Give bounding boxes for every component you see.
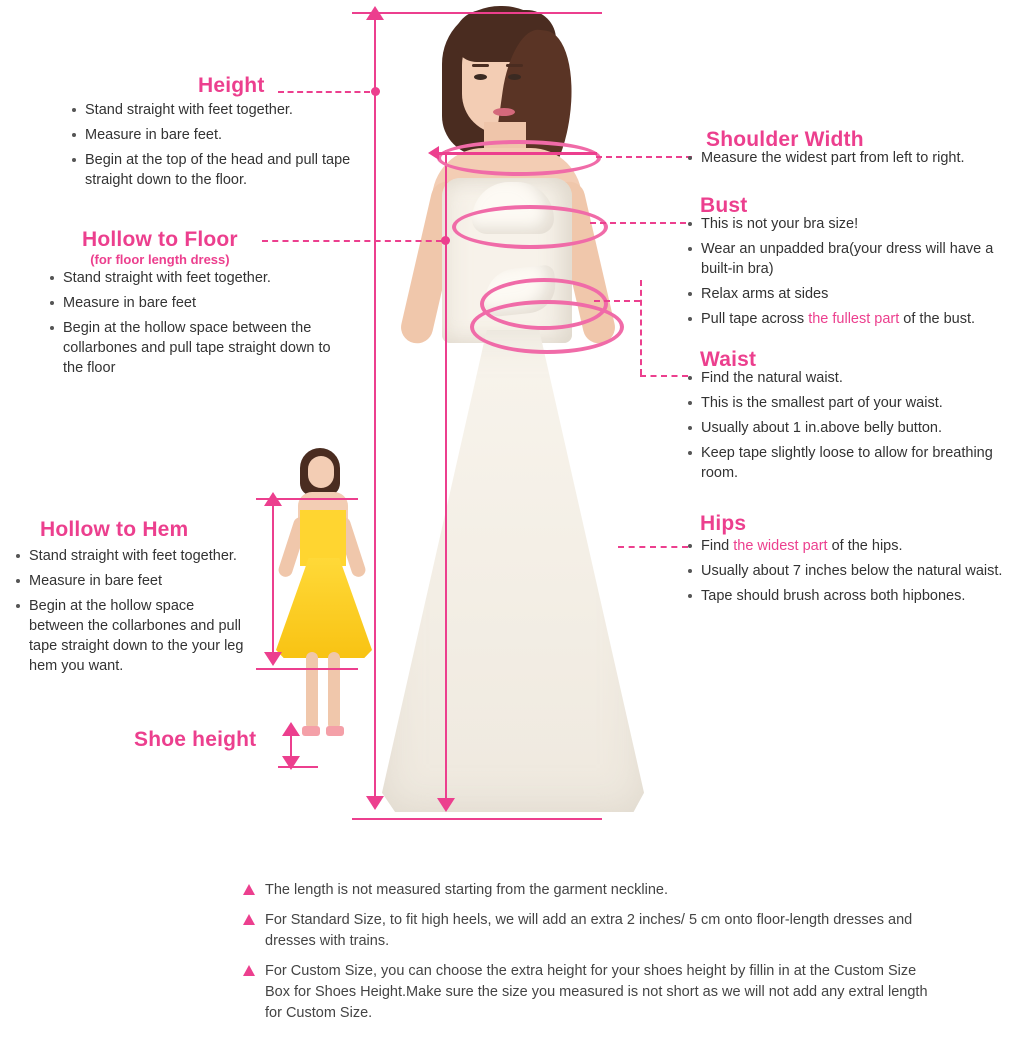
warning-triangle-icon [243, 914, 255, 925]
list-item: Begin at the hollow space between the collarbones and pull tape straight down to the your leg hem you want. [14, 596, 244, 676]
list-item: Wear an unpadded bra(your dress will have a built-in bra) [686, 239, 1006, 279]
list-item: Begin at the top of the head and pull tape straight down to the floor. [70, 150, 360, 190]
short-model-leg-right [328, 652, 340, 730]
model-eye-right [508, 74, 521, 80]
hollow-to-hem-arrow-down [264, 652, 282, 666]
height-marker-dot [371, 87, 380, 96]
height-bullets [70, 100, 360, 195]
waist-bullets [686, 368, 1006, 488]
shoulder-width-bullets [686, 148, 1006, 173]
list-item: Keep tape slightly loose to allow for breathing room. [686, 443, 1006, 483]
hollow-to-hem-bottom-rule [256, 668, 358, 670]
bust-heading: Bust [700, 194, 748, 217]
hollow-to-floor-subheading: (for floor length dress) [90, 252, 230, 267]
note-text: For Custom Size, you can choose the extra height for your shoes height by fillin in at the Custom Size Box for Shoes Height.Make sure the size you measured is not short as we will not add any extral length for Custom Size. [265, 963, 928, 1021]
list-item: Find the natural waist. [686, 368, 1006, 388]
height-vertical-line [374, 18, 376, 808]
list-item: This is the smallest part of your waist. [686, 393, 1006, 413]
list-item: Measure the widest part from left to right. [686, 148, 1006, 168]
bust-bullets [686, 214, 1006, 334]
hips-first-highlight: the widest part [733, 538, 828, 554]
hips-first-prefix: Find [701, 538, 734, 554]
short-model-leg-left [306, 652, 318, 730]
warning-triangle-icon [243, 884, 255, 895]
note-text: The length is not measured starting from the garment neckline. [265, 882, 668, 898]
footer-notes [243, 880, 943, 1033]
list-item-hips-widest [686, 536, 1006, 556]
list-item: Stand straight with feet together. [14, 546, 244, 566]
hollow-to-floor-callout-dash [262, 240, 442, 242]
bust-last-prefix: Pull tape across [701, 311, 809, 327]
model-illustration [380, 0, 665, 825]
floor-baseline-rule [352, 818, 602, 820]
hollow-to-hem-section [40, 518, 188, 542]
model-brow-right [506, 64, 523, 67]
model-brow-left [472, 64, 489, 67]
waist-callout-dash-h [594, 300, 640, 302]
list-item: Relax arms at sides [686, 284, 1006, 304]
hollow-to-floor-vertical-line [445, 150, 447, 810]
hips-section [700, 512, 746, 536]
hips-measure-band [470, 300, 624, 354]
short-dress-model-illustration [258, 440, 398, 770]
hollow-to-floor-heading: Hollow to Floor [82, 228, 238, 251]
bust-measure-band [452, 205, 608, 249]
list-item: This is not your bra size! [686, 214, 1006, 234]
list-item: Begin at the hollow space between the collarbones and pull tape straight down to the floor [48, 318, 338, 378]
hollow-to-hem-bullets [14, 546, 244, 681]
note-item [243, 961, 943, 1024]
shoulder-width-heading: Shoulder Width [706, 128, 864, 151]
warning-triangle-icon [243, 965, 255, 976]
list-item: Usually about 1 in.above belly button. [686, 418, 1006, 438]
hips-first-suffix: of the hips. [827, 538, 903, 554]
list-item: Measure in bare feet [48, 293, 338, 313]
model-eye-left [474, 74, 487, 80]
hips-bullets [686, 536, 1006, 611]
list-item: Tape should brush across both hipbones. [686, 586, 1006, 606]
height-callout-dash [278, 91, 370, 93]
height-heading: Height [198, 74, 265, 97]
hips-callout-dash [618, 546, 688, 548]
bust-last-suffix: of the bust. [899, 311, 976, 327]
list-item: Stand straight with feet together. [48, 268, 338, 288]
hollow-to-floor-marker-dot [441, 236, 450, 245]
short-model-face [308, 456, 334, 488]
note-item [243, 910, 943, 952]
waist-callout-dash-h2 [640, 375, 688, 377]
hollow-to-floor-bullets [48, 268, 338, 383]
height-section [198, 74, 265, 98]
list-item-bust-fullest [686, 309, 1006, 329]
short-model-shoe-left [302, 726, 320, 736]
list-item: Usually about 7 inches below the natural waist. [686, 561, 1006, 581]
height-arrow-up [366, 6, 384, 20]
note-item [243, 880, 943, 901]
waist-heading: Waist [700, 348, 757, 371]
shoe-height-section [134, 728, 256, 752]
hips-heading: Hips [700, 512, 747, 535]
hollow-to-hem-arrow-up [264, 492, 282, 506]
waist-callout-dash-v [640, 280, 642, 375]
bust-callout-dash [590, 222, 686, 224]
short-model-dress-bodice [300, 510, 346, 566]
list-item: Measure in bare feet. [70, 125, 360, 145]
shoulder-arrow-left [428, 146, 439, 160]
bust-last-highlight: the fullest part [808, 311, 900, 327]
model-dress-skirt [382, 330, 644, 812]
shoe-height-baseline [278, 766, 318, 768]
list-item: Measure in bare feet [14, 571, 244, 591]
shoe-height-heading: Shoe height [134, 728, 257, 751]
height-top-rule [352, 12, 602, 14]
shoulder-callout-dash [596, 156, 692, 158]
hollow-to-hem-vertical-line [272, 504, 274, 664]
shoulder-measure-line [437, 152, 597, 155]
note-text: For Standard Size, to fit high heels, we will add an extra 2 inches/ 5 cm onto floor-length dresses and dresses with trains. [265, 912, 913, 949]
hollow-to-floor-section [82, 228, 238, 267]
shoulder-measure-band [437, 140, 601, 176]
hollow-to-hem-heading: Hollow to Hem [40, 518, 189, 541]
short-model-shoe-right [326, 726, 344, 736]
list-item: Stand straight with feet together. [70, 100, 360, 120]
shoe-height-arrow-up [282, 722, 300, 736]
hollow-to-floor-arrow-down [437, 798, 455, 812]
height-arrow-down [366, 796, 384, 810]
model-lips [493, 108, 515, 116]
